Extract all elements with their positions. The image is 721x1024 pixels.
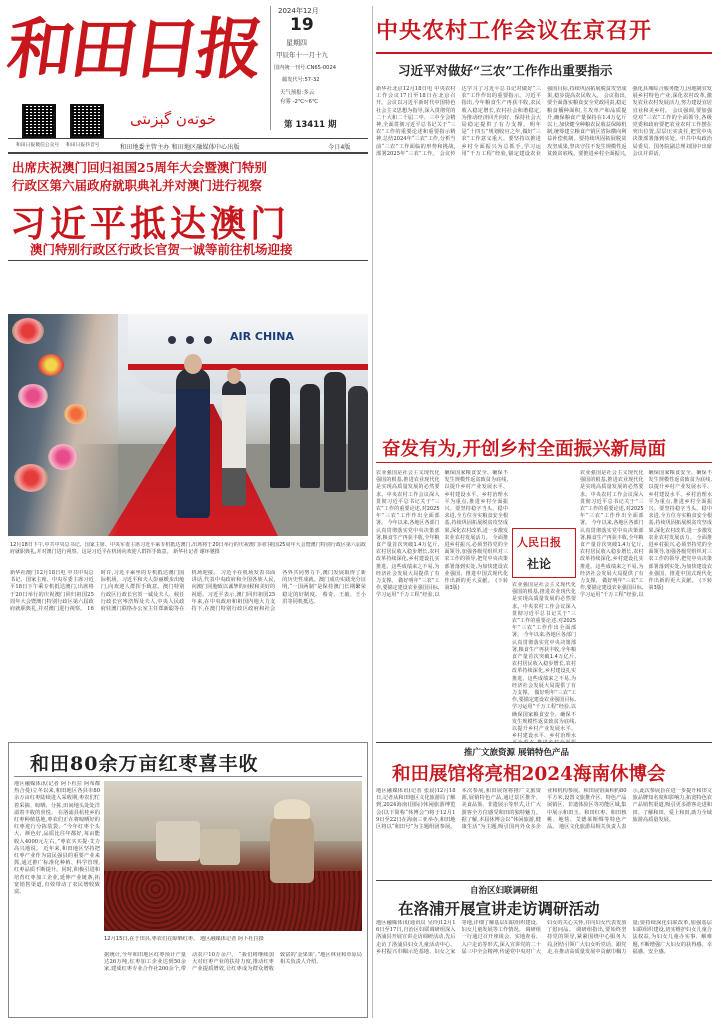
masthead-uyghur: خوتەن گېزىتى — [130, 110, 217, 128]
douyin-qr-code[interactable] — [70, 104, 104, 138]
hainan-body: 地区融媒体讯(记者 张晨)12月18日,记者从和田地区文化旅游局了解到,2024海南(国际)休闲旅游博览会(以下简称“休博会”)将于12月19日至22日在海南三亚举办,和田地区将以“和田号”为主题组团参展。本次参展,和田展馆将推广文旅资源,展销特色产品,通过景区推介、美食品鉴、非遗展示等形式,让广大游客全方位感受和田的独特魅力。 据了解,本届休博会以“休闲旅游,健康生活”为主题,吸引国内外众多企业和机构参展。和田展馆面积约80平方米,设置文旅推介区、特色产品展销区、非遗体验区等功能区域,集中展示和田玉、和田红枣、和田核桃、地毯、艾德莱斯绸等特色产品。 地区文化旅游局相关负责人表示,此次参展旨在进一步提升和田文旅品牌知名度和影响力,拓宽特色农产品销售渠道,吸引更多游客走进和田、了解和田、爱上和田,助力全域旅游高质量发展。 — [376, 788, 712, 831]
lead-photo — [8, 314, 368, 536]
wechat-qr-code[interactable] — [22, 104, 56, 138]
douyin-qr-caption: 和田日报抖音号 — [66, 143, 100, 148]
editorial-body-right: 农业强国是社会主义现代化强国的根基,推进农业现代化是实现高质量发展的必然要求。中央农村工作会议深入贯彻习近平总书记关于“三农”工作的重要论述,对2025年“三农”工作作出全面部署。 今年以来,各地区各部门认真贯彻落实党中央决策部署,粮食生产再获丰收,全年粮食产量首次突破1.4万亿斤,农村居民收入稳步增长,农村改革持续深化,乡村建设扎实推进。这些成绩来之不易,为经济社会发展大局提供了有力支撑。 做好明年“三农”工作,要锚定建设农业强国目标,学习运用“千万工程”经验,以确保国家粮食安全、确保不发生规模性返贫致贫为底线,以提升乡村产业发展水平、乡村建设水平、乡村治理水平为重点,推进乡村全面振兴。要坚持稳字当头、稳中求进,全方位夯实粮食安全根基,持续巩固拓展脱贫攻坚成果,深化农村改革,进一步激发农业农村发展活力。 全面推进乡村振兴,必须坚持党的全面领导,加强各级党组织对三农工作的领导,把党中央决策部署落到实处,为加快建设农业强国、推进中国式现代化作出新的更大贡献。 (下转第3版) — [580, 470, 712, 599]
jujube-body: 地区融媒体讯(记者 阿卜杜拉 阿布都热合曼)立冬以来,和田地区各县市80余万亩红枣陆续进入采收期,枣农们忙着采摘、晾晒、分拣,田间地头处处洋溢着丰收的喜悦。 在洛浦县杭桂乡的红枣种植基地,枣农们正在将晾晒好的红枣进行分拣装袋。“今年红枣个头大、颜色好,品质比往年都好,每亩能收入4000元左右。”枣农买买提·艾力高兴地说。 近年来,和田地区坚持把红枣产业作为富民强县的重要产业来抓,通过推广标准化种植、科学管理,红枣品质不断提升。同时,积极引进和培育红枣加工企业,延伸产业链条,拓宽销售渠道,有效带动了农民增收致富。 — [14, 781, 100, 896]
weather-forecast-1: 天气预报:多云 — [280, 90, 315, 96]
welcoming-crowd — [8, 314, 118, 536]
rural-conference-subhead: 习近平对做好“三农”工作作出重要指示 — [398, 63, 613, 78]
publisher-line: 和田地委主管主办 和田地区融媒体中心出版 — [120, 144, 240, 151]
luopu-kicker: 自治区妇联调研组 — [470, 886, 539, 896]
luopu-headline: 在洛浦开展宣讲走访调研活动 — [398, 899, 600, 918]
editorial-headline: 奋发有为,开创乡村全面振兴新局面 — [382, 439, 666, 460]
page-count: 今日4版 — [328, 144, 351, 151]
rural-conference-headline: 中央农村工作会议在京召开 — [376, 18, 653, 44]
editorial-stamp — [512, 528, 576, 578]
editorial-body-left: 农业强国是社会主义现代化强国的根基,推进农业现代化是实现高质量发展的必然要求。中央农村工作会议深入贯彻习近平总书记关于“三农”工作的重要论述,对2025年“三农”工作作出全面部署。 今年以来,各地区各部门认真贯彻落实党中央决策部署,粮食生产再获丰收,全年粮食产量首次突破1.4万亿斤,农村居民收入稳步增长,农村改革持续深化,乡村建设扎实推进。这些成绩来之不易,为经济社会发展大局提供了有力支撑。 做好明年“三农”工作,要锚定建设农业强国目标,学习运用“千万工程”经验,以确保国家粮食安全、确保不发生规模性返贫致贫为底线,以提升乡村产业发展水平、乡村建设水平、乡村治理水平为重点,推进乡村全面振兴。要坚持稳字当头、稳中求进,全方位夯实粮食安全根基,持续巩固拓展脱贫攻坚成果,深化农村改革,进一步激发农业农村发展活力。 全面推进乡村振兴,必须坚持党的全面领导,加强各级党组织对三农工作的领导,把党中央决策部署落到实处,为加快建设农业强国、推进中国式现代化作出新的更大贡献。 (下转第3版) — [376, 470, 508, 599]
lead-kicker-line-1: 出席庆祝澳门回归祖国25周年大会暨澳门特别 — [12, 160, 267, 175]
rural-conference-body: 新华社北京12月18日电 中央农村工作会议17日至18日在北京召开。会议以习近平新时代中国特色社会主义思想为指导,深入贯彻党的二十大和二十届二中、三中全会精神,全面贯彻习近平总书记关于“三农”工作的重要论述和重要指示精神,总结2024年“三农”工作,分析当前“三农”工作面临的形势和挑战,部署2025年“三农”工作。 会议传达学习了习近平总书记对做好“三农”工作作出的重要指示。习近平指出,今年粮食生产再获丰收,农民收入稳定增长,农村社会和谐稳定,为推动经济回升向好、保持社会大局稳定提供了有力支撑。明年是“十四五”规划收官之年,做好“三农”工作意义重大。要坚持以推进乡村全面振兴为总抓手,学习运用“千万工程”经验,锚定建设农业强国目标,持续巩固拓展脱贫攻坚成果,稳步提高农民收入。 会议指出,要全面落实粮食安全党政同责,稳定粮食播种面积,主攻单产和品质提升,确保粮食产量保持在1.4万亿斤以上,加快健全种粮农民收益保障机制,统筹建立粮食产销区省际横向利益补偿机制。要持续巩固拓展脱贫攻坚成果,坚决守住不发生规模性返贫致贫底线。要推进乡村全面振兴,强化县城综合服务能力,因地制宜发展乡村特色产业,深化农村改革,激发农业农村发展活力,努力建设宜居宜业和美乡村。 会议强调,要加强党对“三农”工作的全面领导,各级党委和政府要把农业农村工作摆在突出位置,层层压实责任,把党中央决策部署落到实处。中共中央政治局委员、国务院副总理刘国中出席会议并讲话。 — [376, 86, 712, 157]
jujube-photo — [104, 781, 362, 931]
post-code: 邮发代号:57-32 — [282, 77, 320, 83]
lead-kicker-line-2: 行政区第六届政府就职典礼并对澳门进行视察 — [12, 178, 263, 193]
editorial-source: 人民日报 — [517, 536, 561, 549]
lead-photo-caption: 12月18日下午,中共中央总书记、国家主席、中央军委主席习近平乘专机抵达澳门,出席将于20日举行的庆祝澳门回归祖国25周年大会暨澳门特别行政区第六届政府就职典礼,并对澳门进行视察。这是习近平在机场向欢迎人群挥手致意。 新华社记者 谢环驰摄 — [10, 542, 366, 555]
jujube-drying-bed — [104, 871, 362, 931]
leader-figure — [176, 368, 210, 518]
hainan-kicker: 推广文旅资源 展销特色产品 — [464, 748, 569, 758]
wechat-qr-caption: 和田日报微信公众号 — [16, 143, 60, 148]
editorial-label: 社论 — [527, 557, 552, 571]
cn-code: 国内统一刊号:CN65-0024 — [274, 65, 337, 71]
issue-number: 第 13411 期 — [284, 120, 337, 130]
editorial-body-middle: 农业强国是社会主义现代化强国的根基,推进农业现代化是实现高质量发展的必然要求。中央农村工作会议深入贯彻习近平总书记关于“三农”工作的重要论述,对2025年“三农”工作作出全面部署。 今年以来,各地区各部门认真贯彻落实党中央决策部署,粮食生产再获丰收,全年粮食产量首次突破1.4万亿斤,农村居民收入稳步增长,农村改革持续深化,乡村建设扎实推进。这些成绩来之不易,为经济社会发展大局提供了有力支撑。 做好明年“三农”工作,要锚定建设农业强国目标,学习运用“千万工程”经验,以确保国家粮食安全、确保不发生规模性返贫致贫为底线,以提升乡村产业发展水平、乡村建设水平、乡村治理水 — [512, 582, 576, 740]
date-day: 19 — [290, 15, 314, 35]
masthead-logo: 和田日报 — [2, 10, 266, 88]
date-year-month: 2024年12月 — [278, 7, 319, 15]
jujube-photo-caption: 12月15日,在于田县,枣农们在晾晒红枣。 地区融媒体记者 阿卜杜拉摄 — [104, 936, 264, 942]
jujube-headline: 和田80余万亩红枣喜丰收 — [30, 753, 259, 775]
lead-body: 新华社澳门12月18日电 中共中央总书记、国家主席、中央军委主席习近平18日下午乘专机抵达澳门,出席将于20日举行的庆祝澳门回归祖国25周年大会暨澳门特别行政区第六届政府就职典礼,并对澳门进行视察。 16时许,习近平乘坐的专机抵达澳门国际机场。习近平和夫人彭丽媛步出舱门,向欢迎人群挥手致意。澳门特别行政区行政长官贺一诚及夫人、候任行政长官岑浩辉及夫人,中央人民政府驻澳门联络办公室主任郑新聪等在机场迎接。 习近平在机场发表书面讲话,代表中央政府和全国各族人民,向澳门同胞致以诚挚的问候和美好的祝愿。习近平表示,澳门回归祖国25年来,在中央政府和祖国内地大力支持下,在澳门特别行政区政府和社会各界共同努力下,澳门发展取得了新的历史性成就。澳门成功实践充分证明,“一国两制”是保持澳门长期繁荣稳定的好制度。 蔡奇、王毅、王小洪等同机抵达。 — [10, 570, 366, 613]
lead-subhead: 澳门特别行政区行政长官贺一诚等前往机场迎接 — [30, 242, 293, 257]
airplane-livery-text: AIR CHINA — [230, 330, 294, 343]
farmer-figure — [270, 811, 314, 883]
jujube-body-col2: 据统计,今年和田地区红枣预计产量达26万吨,红枣加工企业达到50余家,建成红枣专业合作社200余个,带动农户10万余户。 “我们将继续加大对红枣产业的扶持力度,推动红枣产业提质增效,让红枣成为群众增收致富的‘金果果’。”地区林业和草原局相关负责人介绍。 — [104, 952, 362, 973]
lunar-date: 甲辰年十一月十九 — [276, 51, 328, 59]
weather-forecast-2: 有雾 -2℃~6℃ — [280, 99, 318, 105]
spouse-figure — [222, 380, 246, 506]
luopu-body: 地区融媒体讯(通讯员 吴玲)12月16日至17日,自治区妇联调研组深入洛浦县开展宣讲走访调研活动,先后走访了洛浦县妇女儿童活动中心、乡村振兴巾帼示范基地、妇女之家等地,详细了解基层妇联组织建设、妇女儿童发展等工作情况。 调研组一行通过召开座谈会、实地查看、入户走访等形式,深入宣讲党的二十届三中全会精神,传递党中央对广大妇女的关心关怀,并向妇女代表发放了慰问品。 调研组指出,要始终坚持党的领导,紧紧围绕中心服务大局,团结引领广大妇女听党话、跟党走,在推动高质量发展中贡献巾帼力量;要持续深化妇联改革,加强基层妇联组织建设,切实维护妇女儿童合法权益,为妇女儿童办实事、解难题,不断增强广大妇女的获得感、幸福感、安全感。 — [376, 920, 712, 955]
hainan-headline: 和田展馆将亮相2024海南休博会 — [392, 764, 666, 785]
weekday: 星期四 — [286, 39, 307, 47]
lead-headline: 习近平抵达澳门 — [10, 203, 291, 245]
